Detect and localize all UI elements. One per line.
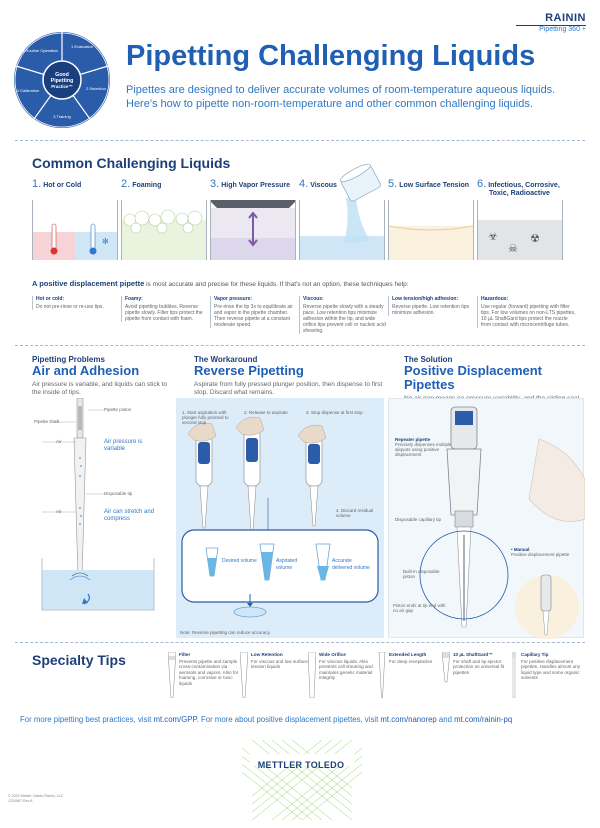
section-divider — [15, 642, 585, 643]
low-retention-tip-icon — [240, 652, 248, 698]
liquid-foaming — [121, 180, 207, 260]
gpp-link[interactable]: mt.com/GPP — [153, 715, 197, 724]
liquid-viscous — [299, 180, 385, 260]
problem-caption: Pipetting Problems — [32, 355, 105, 364]
liquid-label: Foaming — [132, 182, 162, 189]
piston-ends-label: Piston ends at tip end with no air gap — [393, 603, 446, 613]
section-divider — [15, 140, 585, 141]
capillary-tip-icon — [510, 652, 518, 698]
technique-hot-cold — [32, 296, 120, 310]
technique-text: Reverse pipette. Low retention tips minimize adhesion. — [392, 304, 469, 316]
copyright — [8, 794, 63, 803]
technique-heading: Low tension/high adhesion: — [392, 296, 459, 302]
footer-more-info — [20, 715, 590, 724]
technique-heading: Foamy: — [125, 296, 143, 302]
workaround-caption: The Workaround — [194, 355, 258, 364]
specialty-low-retention — [251, 652, 313, 670]
liquid-num: 1. — [32, 178, 42, 190]
air-pressure-variable: Air pressure is variable — [104, 439, 143, 452]
specialty-heading: Filter — [179, 652, 191, 657]
repeater-heading: Repeater pipette — [395, 437, 431, 442]
technique-low-tension — [388, 296, 476, 316]
liquid-container — [121, 200, 207, 260]
step-2-label: 2. Release to aspirate — [244, 410, 288, 415]
step-3-label: 3. Stop dispense at first stop — [306, 410, 363, 415]
liquid-label-2: Toxic, Radioactive — [489, 190, 550, 197]
technique-text: Reverse pipette slowly with a steady pace. Low retention tips minimize adhesion within the tip, and wide orifice tips prevent cell or nucleic acid shearing. — [303, 304, 386, 334]
extended-length-tip-icon — [378, 652, 386, 698]
specialty-text: For viscous liquids. Also prevents cell shearing and maintains genetic material integrity — [319, 658, 373, 681]
problem-desc: Air pressure is variable, and liquids can stick to the inside of tips. — [32, 381, 168, 396]
liquid-label: Hot or Cold — [43, 182, 82, 189]
solution-caption: The Solution — [404, 355, 453, 364]
pd-note-rest: is most accurate and precise for these liquids. If that's not an option, these techniques help: — [146, 281, 409, 288]
page-intro: Pipettes are designed to deliver accurate volumes of room-temperature aqueous liquids. Here's how to pipette non-room-temperature and other common challenging liquids. — [126, 84, 556, 110]
technique-heading: Vapor pressure: — [214, 296, 253, 302]
label-pipette-piston: Pipette piston — [104, 407, 132, 412]
desired-volume-label: Desired volume — [222, 558, 257, 564]
solution-title: Positive Displacement Pipettes — [404, 363, 542, 392]
wheel-segment-selection: 2 Selection — [86, 86, 106, 91]
nanorep-link[interactable]: mt.com/nanorep — [380, 715, 437, 724]
specialty-heading: Capillary Tip — [521, 652, 549, 657]
capillary-tip-label: Disposable capillary tip — [395, 517, 442, 522]
liquid-num: 6. — [477, 178, 487, 190]
liquid-num: 4. — [299, 178, 309, 190]
svg-text:✻: ✻ — [102, 237, 109, 246]
wheel-center-line2: Pipetting — [50, 78, 74, 84]
liquid-hazardous — [477, 180, 577, 260]
problem-section — [32, 355, 172, 397]
liquid-vapor-pressure — [210, 180, 296, 260]
wheel-segment-calibration: 4 Calibration — [16, 88, 40, 93]
liquid-hot-cold — [32, 180, 118, 260]
specialty-text: Prevents pipette and sample cross-contamination via aerosols and vapors. Also for foaming, corrosive or toxic liquids — [179, 658, 239, 686]
filter-tip-icon — [168, 652, 176, 698]
technique-heading: Hot or cold: — [36, 296, 65, 302]
footer-text-3: and — [436, 715, 455, 724]
vapor-illustration — [211, 200, 295, 260]
liquid-label: Low Surface Tension — [399, 182, 470, 189]
label-air-1: Air — [56, 439, 62, 444]
common-liquids-heading: Common Challenging Liquids — [32, 155, 231, 171]
shaftgard-tip-icon — [442, 652, 450, 698]
mettler-toledo-logo — [242, 740, 362, 820]
wheel-center-line1: Good — [55, 72, 69, 78]
specialty-text: For deep receptacles — [389, 658, 433, 664]
page-title: Pipetting Challenging Liquids — [126, 40, 536, 72]
specialty-text: For positive displacement pipettes. Handles almost any liquid type and some organic solvents — [521, 658, 580, 681]
specialty-heading: Low Retention — [251, 652, 283, 657]
wheel-segment-evaluation: 1 Evaluation — [70, 44, 94, 49]
specialty-tips-heading: Specialty Tips — [32, 652, 126, 668]
label-disposable-tip: Disposable tip — [104, 491, 133, 496]
disposable-piston-label: Built-in disposable piston — [403, 569, 440, 579]
specialty-heading: 10 µL ShaftGard™ — [453, 652, 493, 657]
section-divider — [15, 345, 585, 346]
specialty-heading: Extended Length — [389, 652, 427, 657]
rainin-pq-link[interactable]: mt.com/rainin-pq — [454, 715, 513, 724]
technique-text: Avoid pipetting bubbles. Reverse pipette slowly. Filter tips protect the pipette from contact with foam. — [125, 304, 203, 322]
specialty-filter — [179, 652, 241, 687]
liquid-container — [477, 200, 563, 260]
technique-vapor — [210, 296, 298, 328]
liquid-label: Infectious, Corrosive, — [488, 182, 560, 189]
delivered-volume-label: Accurate delivered volume — [332, 558, 370, 571]
problem-title: Air and Adhesion — [32, 363, 140, 378]
positive-displacement-note — [32, 279, 582, 288]
document-code: 1234567 Rev A — [8, 798, 33, 803]
air-adhesion-illustration — [32, 398, 172, 613]
specialty-shaftgard — [453, 652, 515, 675]
specialty-capillary — [521, 652, 583, 681]
pd-note-bold: A positive displacement pipette — [32, 279, 145, 288]
copyright-text: © 2020 Mettler-Toledo Rainin, LLC — [8, 794, 64, 798]
manual-pipette-label — [511, 547, 573, 557]
liquid-label: Viscous — [310, 182, 337, 189]
manual-text: Positive displacement pipette — [511, 552, 570, 557]
wheel-center-line3: Practice™ — [51, 84, 73, 89]
workaround-title: Reverse Pipetting — [194, 363, 304, 378]
gpp-wheel-graphic — [12, 30, 112, 130]
brand-sub: Pipetting 360 + — [539, 26, 586, 33]
manual-heading: • Manual — [511, 547, 530, 552]
foaming-illustration — [122, 200, 206, 260]
wheel-segment-routine: 5 Routine Operation — [22, 48, 58, 53]
step-4-label: 4. Discard residual volume — [336, 508, 374, 518]
technique-text: Pre-rinse the tip 3x to equilibrate air and vapor in the pipette chamber. Then reverse pipette at a constant moderate speed. — [214, 304, 293, 328]
radioactive-icon: ☢ — [530, 232, 540, 245]
liquid-num: 3. — [210, 178, 220, 190]
technique-hazardous — [477, 296, 577, 328]
repeater-pipette-label — [395, 437, 453, 457]
repeater-text: Precisely dispenses multiple aliquots using positive displacement — [395, 442, 452, 457]
liquid-container — [32, 200, 118, 260]
technique-heading: Hazardous: — [481, 296, 509, 302]
specialty-heading: Wide Orifice — [319, 652, 346, 657]
liquid-label: High Vapor Pressure — [221, 182, 291, 189]
liquid-num: 2. — [121, 178, 131, 190]
liquid-container — [210, 200, 296, 260]
company-name: METTLER TOLEDO — [257, 760, 345, 770]
specialty-text: For shaft and tip ejector protection on universal fit pipettes — [453, 658, 505, 675]
hazard-illustration — [478, 200, 562, 260]
liquid-num: 5. — [388, 178, 398, 190]
reverse-pipetting-panel — [176, 398, 384, 638]
reverse-pipetting-note: Note: Reverse pipetting can reduce accuracy. — [180, 630, 271, 635]
toxic-icon: ☠ — [508, 242, 518, 255]
reverse-pipetting-illustration — [176, 398, 384, 638]
workaround-desc: Aspirate from fully pressed plunger position, then dispense to first stop. Discard what remains. — [194, 381, 383, 396]
brand-name: RAININ — [545, 12, 586, 24]
biohazard-icon: ☣ — [488, 230, 498, 243]
aspirated-volume-label: Aspirated volume — [276, 558, 298, 571]
technique-text: Use regular (forward) pipetting with filter tips. For low volumes on non-LTS pipettes, 10 µL ShaftGard tips protect the nozzle from contact with microcentrifuge tubes. — [481, 304, 576, 328]
specialty-text: For viscous and low surface tension liquids — [251, 658, 308, 670]
wheel-segment-training: 3 Training — [53, 114, 71, 119]
liquid-low-surface-tension — [388, 180, 474, 260]
low-tension-illustration — [389, 200, 473, 260]
specialty-wide-orifice — [319, 652, 381, 681]
technique-heading: Viscous: — [303, 296, 324, 302]
label-air-2: Air — [56, 509, 62, 514]
hot-cold-illustration — [33, 200, 117, 260]
technique-text: Do not pre-rinse or re-use tips. — [36, 304, 104, 310]
liquid-container — [388, 200, 474, 260]
liquid-container — [299, 200, 385, 260]
technique-foamy — [121, 296, 209, 322]
positive-displacement-panel — [388, 398, 584, 638]
rainin-brand — [516, 12, 586, 33]
label-pipette-shaft: Pipette shaft — [34, 419, 60, 424]
footer-text-2: . For more about positive displacement pipettes, visit — [196, 715, 381, 724]
technique-viscous — [299, 296, 387, 334]
wide-orifice-tip-icon — [308, 652, 316, 698]
step-1-label: 1. Start aspiration with plunger fully pressed to second stop — [182, 410, 229, 425]
air-stretch-compress: Air can stretch and compress — [104, 509, 155, 522]
workaround-section — [194, 355, 384, 397]
footer-text-1: For more pipetting best practices, visit — [20, 715, 154, 724]
